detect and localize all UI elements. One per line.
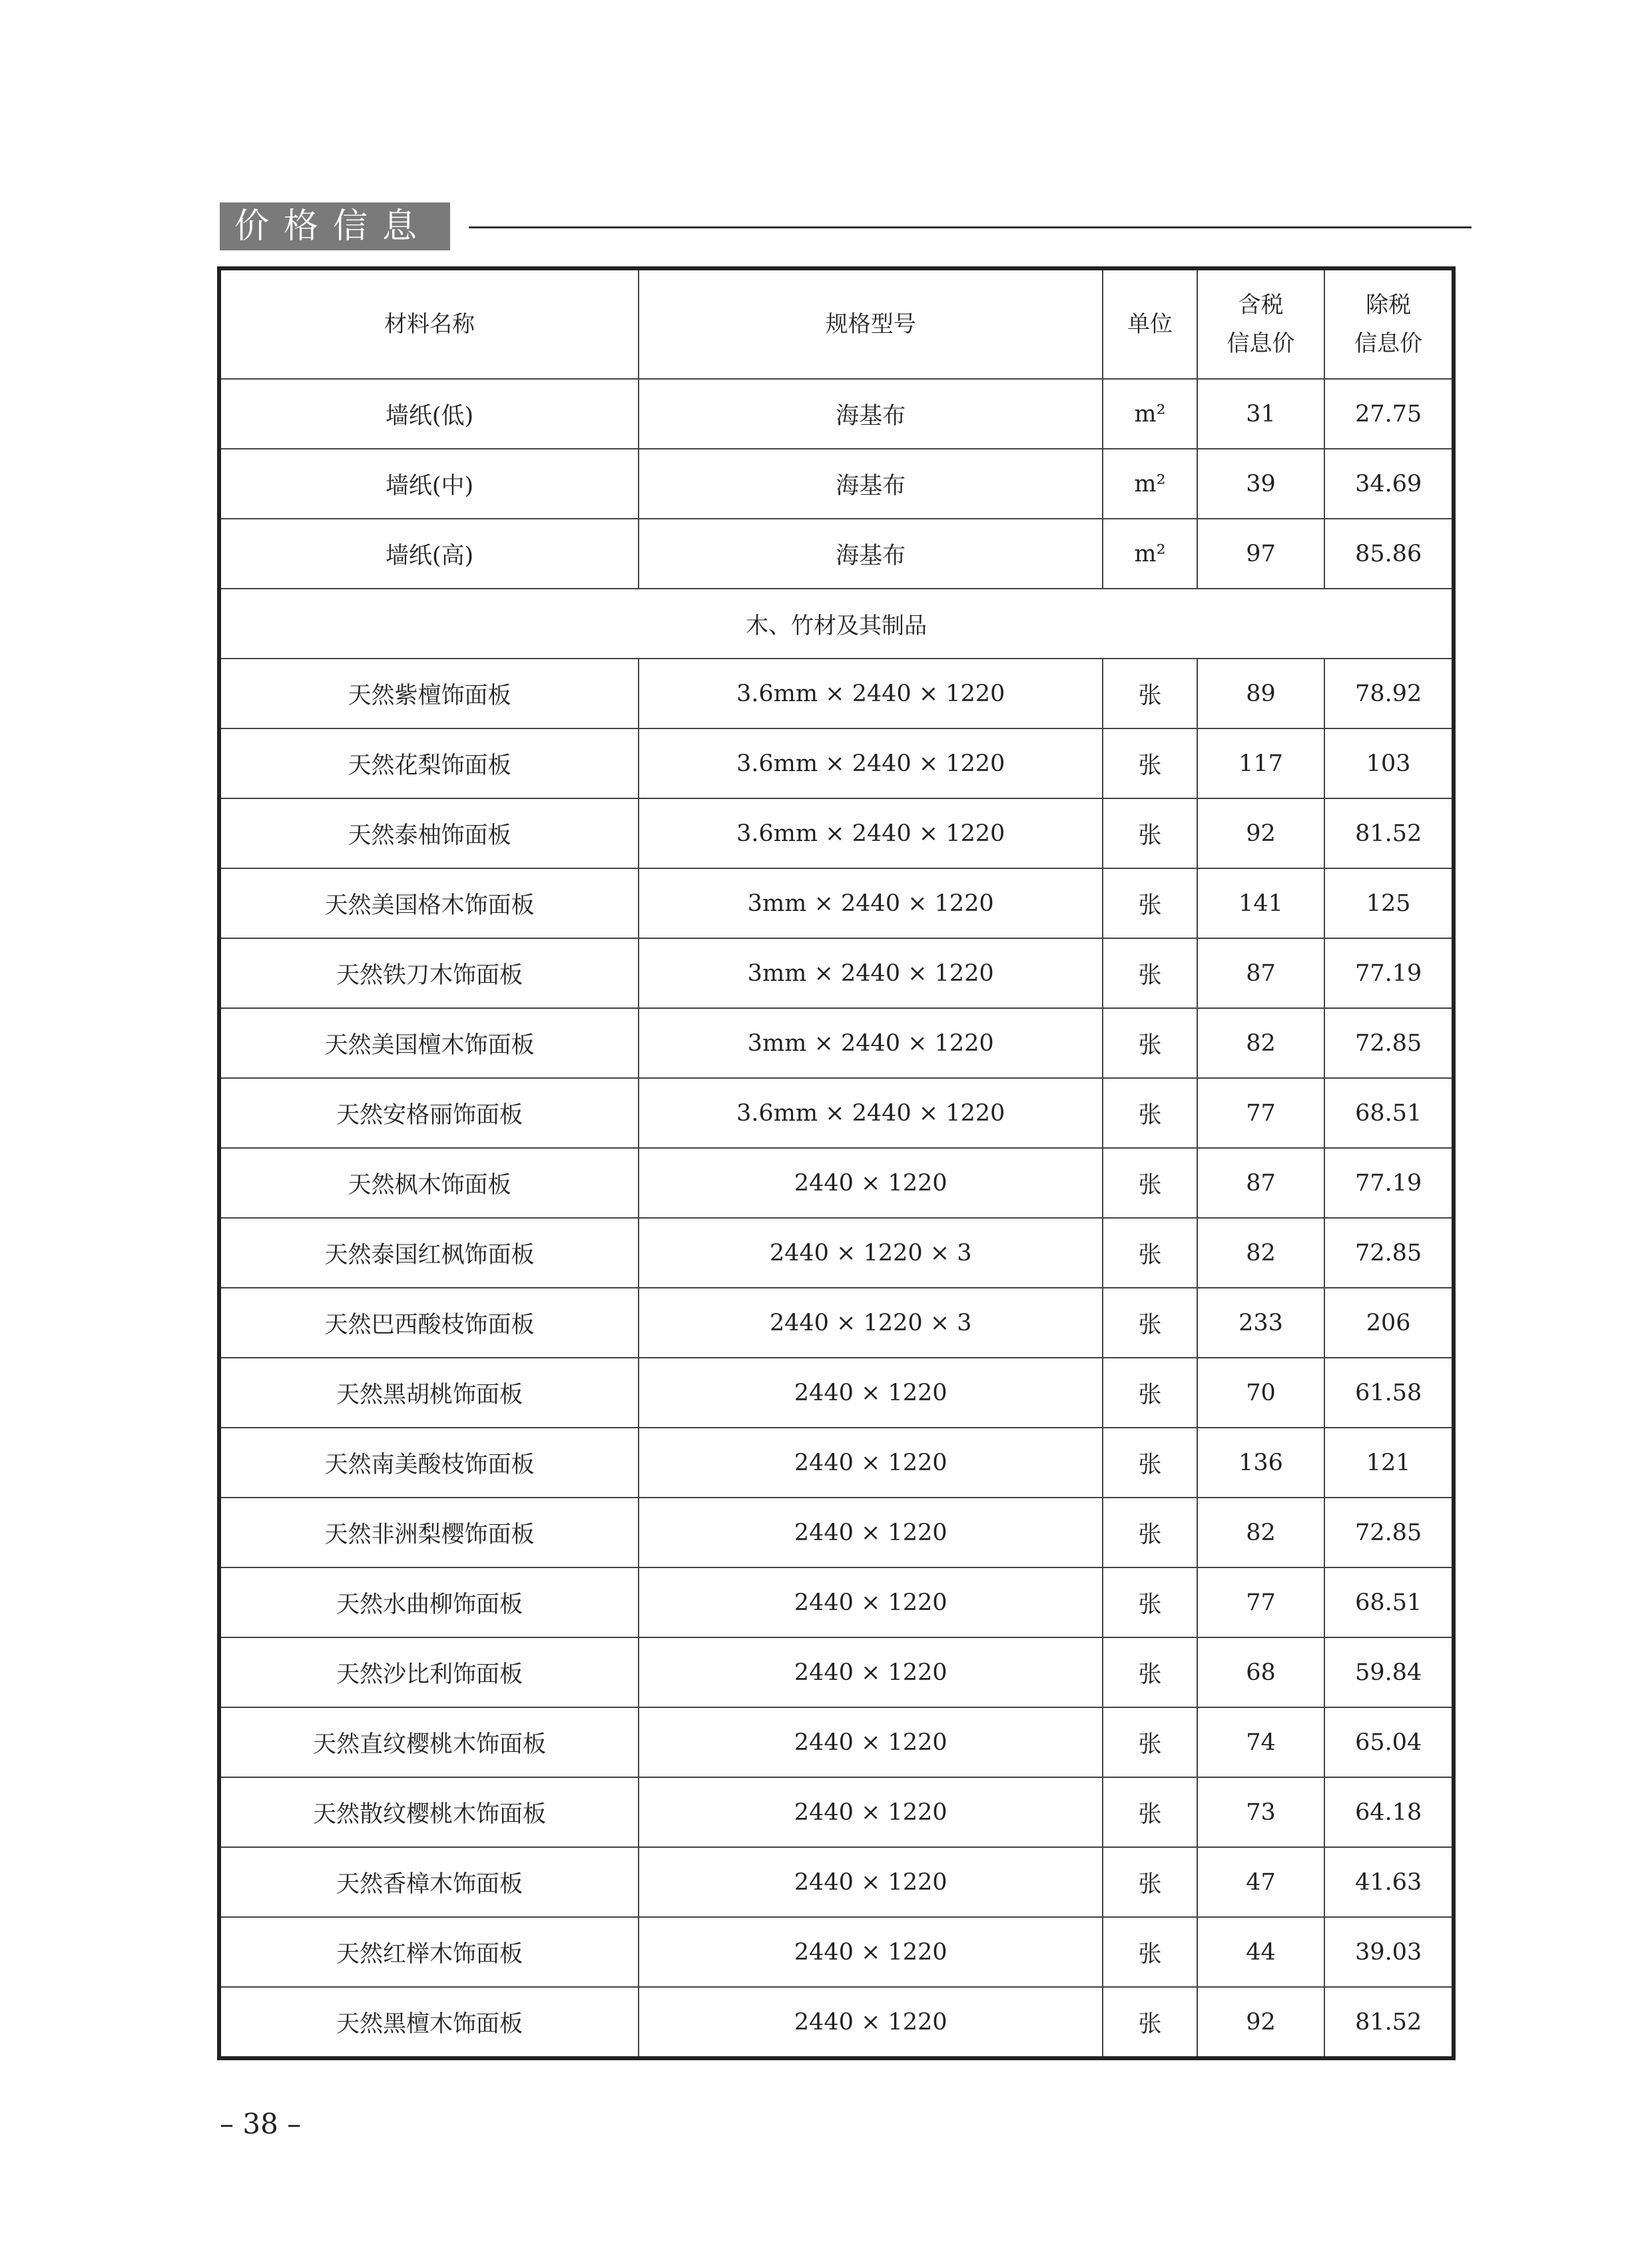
cell-name: 天然安格丽饰面板 [219, 1078, 639, 1148]
cell-unit: 张 [1103, 1917, 1197, 1987]
cell-unit: 张 [1103, 1218, 1197, 1288]
table-row [219, 868, 1454, 938]
cell-spec: 2440 × 1220 [639, 1777, 1103, 1847]
cell-price-notax: 64.18 [1324, 1777, 1454, 1847]
cell-name: 天然非洲梨樱饰面板 [219, 1498, 639, 1567]
cell-spec: 3mm × 2440 × 1220 [639, 1008, 1103, 1078]
cell-price-notax: 78.92 [1324, 659, 1454, 728]
cell-price-tax: 68 [1197, 1637, 1325, 1707]
cell-price-tax: 82 [1197, 1498, 1325, 1567]
cell-price-tax: 92 [1197, 1987, 1325, 2058]
page-number: – 38 – [220, 2108, 302, 2140]
price-table [217, 266, 1456, 2060]
cell-price-tax: 82 [1197, 1008, 1325, 1078]
cell-price-tax: 74 [1197, 1707, 1325, 1777]
cell-unit: 张 [1103, 1288, 1197, 1358]
cell-price-notax: 72.85 [1324, 1008, 1454, 1078]
cell-price-tax: 70 [1197, 1358, 1325, 1428]
cell-unit: 张 [1103, 1078, 1197, 1148]
cell-unit: 张 [1103, 1498, 1197, 1567]
table-row [219, 1288, 1454, 1358]
cell-unit: 张 [1103, 1358, 1197, 1428]
cell-price-notax: 72.85 [1324, 1218, 1454, 1288]
header-rule [469, 226, 1472, 228]
cell-name: 天然黑胡桃饰面板 [219, 1358, 639, 1428]
cell-unit: 张 [1103, 1847, 1197, 1917]
cell-name: 墙纸(高) [219, 519, 639, 589]
table-row [219, 1428, 1454, 1498]
cell-price-tax: 77 [1197, 1078, 1325, 1148]
table-row [219, 938, 1454, 1008]
cell-name: 天然沙比利饰面板 [219, 1637, 639, 1707]
cell-unit: 张 [1103, 1637, 1197, 1707]
cell-price-notax: 39.03 [1324, 1917, 1454, 1987]
cell-unit: 张 [1103, 1567, 1197, 1637]
cell-name: 天然美国檀木饰面板 [219, 1008, 639, 1078]
cell-spec: 海基布 [639, 379, 1103, 449]
cell-price-notax: 27.75 [1324, 379, 1454, 449]
table-row [219, 1148, 1454, 1218]
cell-price-tax: 97 [1197, 519, 1325, 589]
cell-spec: 海基布 [639, 519, 1103, 589]
col-header-spec: 规格型号 [639, 268, 1103, 379]
table-header-row [219, 268, 1454, 379]
table-row [219, 1987, 1454, 2058]
cell-price-tax: 87 [1197, 1148, 1325, 1218]
table-row [219, 1777, 1454, 1847]
table-row [219, 449, 1454, 519]
cell-unit: 张 [1103, 1707, 1197, 1777]
cell-price-tax: 47 [1197, 1847, 1325, 1917]
cell-name: 天然花梨饰面板 [219, 728, 639, 798]
col-header-price-notax [1324, 268, 1454, 379]
cell-name: 天然直纹樱桃木饰面板 [219, 1707, 639, 1777]
cell-price-notax: 72.85 [1324, 1498, 1454, 1567]
cell-price-notax: 103 [1324, 728, 1454, 798]
cell-spec: 2440 × 1220 × 3 [639, 1288, 1103, 1358]
cell-spec: 2440 × 1220 [639, 1707, 1103, 1777]
table-row [219, 1008, 1454, 1078]
cell-unit: 张 [1103, 728, 1197, 798]
table-row [219, 1567, 1454, 1637]
cell-name: 天然香樟木饰面板 [219, 1847, 639, 1917]
cell-spec: 2440 × 1220 [639, 1428, 1103, 1498]
cell-price-tax: 89 [1197, 659, 1325, 728]
cell-unit: 张 [1103, 798, 1197, 868]
cell-price-tax: 87 [1197, 938, 1325, 1008]
cell-price-tax: 117 [1197, 728, 1325, 798]
cell-unit: m² [1103, 519, 1197, 589]
cell-price-tax: 233 [1197, 1288, 1325, 1358]
cell-unit: 张 [1103, 1777, 1197, 1847]
cell-name: 天然紫檀饰面板 [219, 659, 639, 728]
cell-spec: 3.6mm × 2440 × 1220 [639, 728, 1103, 798]
cell-spec: 3mm × 2440 × 1220 [639, 868, 1103, 938]
cell-price-tax: 39 [1197, 449, 1325, 519]
table-row [219, 519, 1454, 589]
col-header-name: 材料名称 [219, 268, 639, 379]
section-title: 价格信息 [220, 202, 450, 250]
table-row [219, 1358, 1454, 1428]
cell-spec: 2440 × 1220 × 3 [639, 1218, 1103, 1288]
table-row [219, 798, 1454, 868]
cell-price-tax: 77 [1197, 1567, 1325, 1637]
cell-price-notax: 81.52 [1324, 1987, 1454, 2058]
cell-price-tax: 31 [1197, 379, 1325, 449]
cell-spec: 2440 × 1220 [639, 1847, 1103, 1917]
cell-unit: 张 [1103, 1428, 1197, 1498]
cell-spec: 2440 × 1220 [639, 1637, 1103, 1707]
cell-spec: 2440 × 1220 [639, 1917, 1103, 1987]
cell-unit: m² [1103, 449, 1197, 519]
cell-price-notax: 41.63 [1324, 1847, 1454, 1917]
cell-price-tax: 82 [1197, 1218, 1325, 1288]
cell-unit: m² [1103, 379, 1197, 449]
cell-price-notax: 34.69 [1324, 449, 1454, 519]
cell-price-notax: 125 [1324, 868, 1454, 938]
cell-name: 天然泰国红枫饰面板 [219, 1218, 639, 1288]
cell-price-tax: 73 [1197, 1777, 1325, 1847]
cell-price-notax: 68.51 [1324, 1567, 1454, 1637]
cell-name: 天然红榉木饰面板 [219, 1917, 639, 1987]
table-row [219, 659, 1454, 728]
cell-unit: 张 [1103, 1008, 1197, 1078]
cell-spec: 2440 × 1220 [639, 1148, 1103, 1218]
col-header-price-notax-line2: 信息价 [1354, 330, 1423, 357]
table-row [219, 728, 1454, 798]
table-row [219, 1917, 1454, 1987]
col-header-price-tax-line2: 信息价 [1227, 330, 1295, 357]
table-row [219, 1847, 1454, 1917]
cell-name: 天然枫木饰面板 [219, 1148, 639, 1218]
cell-name: 天然美国格木饰面板 [219, 868, 639, 938]
cell-spec: 2440 × 1220 [639, 1498, 1103, 1567]
col-header-price-notax-line1: 除税 [1366, 292, 1412, 318]
table-row [219, 1498, 1454, 1567]
col-header-price-tax-line1: 含税 [1238, 292, 1284, 318]
cell-price-notax: 65.04 [1324, 1707, 1454, 1777]
table-row [219, 1218, 1454, 1288]
cell-unit: 张 [1103, 938, 1197, 1008]
category-label: 木、竹材及其制品 [219, 589, 1454, 659]
cell-price-notax: 59.84 [1324, 1637, 1454, 1707]
table-body [219, 379, 1454, 659]
cell-price-notax: 85.86 [1324, 519, 1454, 589]
cell-spec: 2440 × 1220 [639, 1987, 1103, 2058]
cell-price-tax: 136 [1197, 1428, 1325, 1498]
cell-price-notax: 77.19 [1324, 1148, 1454, 1218]
cell-name: 天然铁刀木饰面板 [219, 938, 639, 1008]
cell-name: 天然水曲柳饰面板 [219, 1567, 639, 1637]
cell-price-tax: 92 [1197, 798, 1325, 868]
cell-unit: 张 [1103, 659, 1197, 728]
cell-name: 天然黑檀木饰面板 [219, 1987, 639, 2058]
cell-spec: 2440 × 1220 [639, 1358, 1103, 1428]
col-header-price-tax [1197, 268, 1325, 379]
cell-name: 天然巴西酸枝饰面板 [219, 1288, 639, 1358]
cell-price-notax: 121 [1324, 1428, 1454, 1498]
cell-spec: 3mm × 2440 × 1220 [639, 938, 1103, 1008]
cell-spec: 2440 × 1220 [639, 1567, 1103, 1637]
cell-name: 天然散纹樱桃木饰面板 [219, 1777, 639, 1847]
section-header [220, 202, 1472, 250]
cell-name: 天然南美酸枝饰面板 [219, 1428, 639, 1498]
cell-price-notax: 206 [1324, 1288, 1454, 1358]
cell-unit: 张 [1103, 1148, 1197, 1218]
table-row [219, 1078, 1454, 1148]
cell-name: 天然泰柚饰面板 [219, 798, 639, 868]
cell-name: 墙纸(低) [219, 379, 639, 449]
cell-spec: 3.6mm × 2440 × 1220 [639, 798, 1103, 868]
cell-price-tax: 141 [1197, 868, 1325, 938]
material-rows [219, 659, 1454, 2058]
cell-unit: 张 [1103, 868, 1197, 938]
cell-spec: 海基布 [639, 449, 1103, 519]
cell-spec: 3.6mm × 2440 × 1220 [639, 1078, 1103, 1148]
cell-spec: 3.6mm × 2440 × 1220 [639, 659, 1103, 728]
cell-unit: 张 [1103, 1987, 1197, 2058]
cell-price-tax: 44 [1197, 1917, 1325, 1987]
cell-price-notax: 61.58 [1324, 1358, 1454, 1428]
table-row [219, 379, 1454, 449]
table-row [219, 1707, 1454, 1777]
cell-price-notax: 77.19 [1324, 938, 1454, 1008]
cell-price-notax: 68.51 [1324, 1078, 1454, 1148]
col-header-unit: 单位 [1103, 268, 1197, 379]
table-row [219, 1637, 1454, 1707]
cell-price-notax: 81.52 [1324, 798, 1454, 868]
cell-name: 墙纸(中) [219, 449, 639, 519]
category-row [219, 589, 1454, 659]
